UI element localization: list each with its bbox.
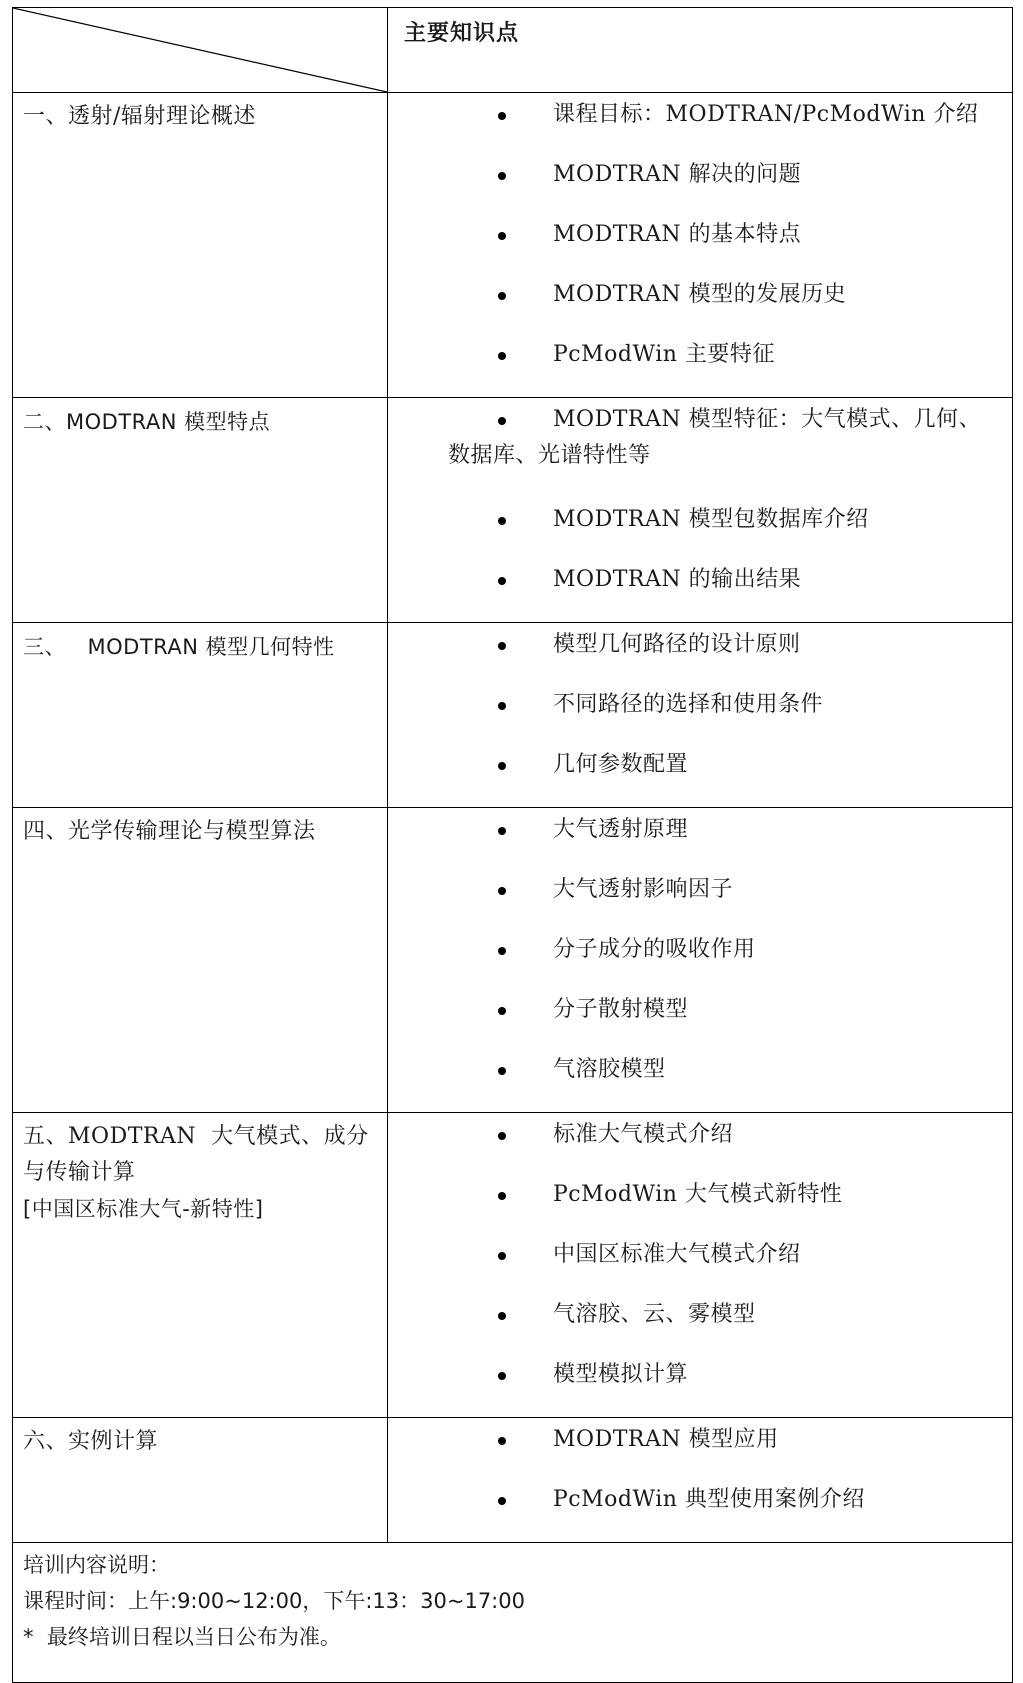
bullet-icon xyxy=(498,1497,506,1505)
section-points-1 xyxy=(388,93,1012,397)
section-topic-5-subtitle: [中国区标准大气-新特性] xyxy=(23,1197,264,1221)
bullet-icon xyxy=(498,702,506,710)
section-points-6 xyxy=(388,1418,1012,1542)
list-item: 模型几何路径的设计原则 xyxy=(388,627,1012,687)
list-item: MODTRAN 模型包数据库介绍 xyxy=(388,502,1012,562)
bullet-icon xyxy=(498,887,506,895)
bullet-icon xyxy=(498,517,506,525)
list-item: 大气透射影响因子 xyxy=(388,872,1012,932)
list-item: MODTRAN 模型应用 xyxy=(388,1422,1012,1482)
list-item: PcModWin 大气模式新特性 xyxy=(388,1177,1012,1237)
bullet-icon xyxy=(498,762,506,770)
list-item: MODTRAN 解决的问题 xyxy=(388,157,1012,217)
section-points-5 xyxy=(388,1113,1012,1417)
section-row-4 xyxy=(13,808,1013,1113)
list-item: MODTRAN 模型特征：大气模式、几何、 数据库、光谱特性等 xyxy=(448,407,982,468)
diagonal-line xyxy=(13,8,387,92)
bullet-icon xyxy=(498,1007,506,1015)
list-item: 几何参数配置 xyxy=(388,747,1012,807)
bullet-icon xyxy=(498,352,506,360)
diagonal-header-cell xyxy=(13,8,388,93)
header-row xyxy=(13,8,1013,93)
list-item: 气溶胶、云、雾模型 xyxy=(388,1297,1012,1357)
list-item: 分子成分的吸收作用 xyxy=(388,932,1012,992)
bullet-icon xyxy=(498,1067,506,1075)
bullet-icon xyxy=(498,827,506,835)
bullet-icon xyxy=(498,1192,506,1200)
notes-schedule: 课程时间：上午:9:00~12:00，下午:13：30~17:00 xyxy=(23,1589,525,1613)
notes-disclaimer: * 最终培训日程以当日公布为准。 xyxy=(23,1625,341,1649)
list-item: MODTRAN 模型的发展历史 xyxy=(388,277,1012,337)
bullet-icon xyxy=(498,1252,506,1260)
section-topic-4: 四、光学传输理论与模型算法 xyxy=(13,808,388,1113)
list-item: 中国区标准大气模式介绍 xyxy=(388,1237,1012,1297)
bullet-icon xyxy=(498,947,506,955)
list-item: 课程目标：MODTRAN/PcModWin 介绍 xyxy=(388,97,1012,157)
section-topic-3: 三、 MODTRAN 模型几何特性 xyxy=(13,623,388,808)
section-points-4 xyxy=(388,808,1012,1112)
list-item: 气溶胶模型 xyxy=(388,1052,1012,1112)
bullet-icon xyxy=(498,1312,506,1320)
section-row-6 xyxy=(13,1418,1013,1543)
section-points-cell-3 xyxy=(388,623,1013,808)
section-row-1 xyxy=(13,93,1013,398)
section-topic-6: 六、实例计算 xyxy=(13,1418,388,1543)
bullet-icon xyxy=(498,417,506,425)
bullet-icon xyxy=(498,1132,506,1140)
list-item: MODTRAN 的输出结果 xyxy=(388,562,1012,622)
notes-heading: 培训内容说明： xyxy=(23,1553,170,1577)
section-row-5 xyxy=(13,1113,1013,1418)
list-item: 大气透射原理 xyxy=(388,812,1012,872)
section-points-2 xyxy=(388,398,1012,622)
bullet-icon xyxy=(498,1437,506,1445)
section-topic-5 xyxy=(13,1113,388,1418)
list-item: 模型模拟计算 xyxy=(388,1357,1012,1417)
header-title: 主要知识点 xyxy=(388,8,1013,93)
section-points-3 xyxy=(388,623,1012,807)
bullet-icon xyxy=(498,112,506,120)
section-row-2 xyxy=(13,398,1013,623)
section-points-cell-5 xyxy=(388,1113,1013,1418)
bullet-icon xyxy=(498,172,506,180)
list-item: 分子散射模型 xyxy=(388,992,1012,1052)
section-points-cell-4 xyxy=(388,808,1013,1113)
section-points-cell-6 xyxy=(388,1418,1013,1543)
list-item: PcModWin 典型使用案例介绍 xyxy=(388,1482,1012,1542)
section-row-3 xyxy=(13,623,1013,808)
notes-cell xyxy=(13,1543,1013,1683)
section-topic-5-title: 五、MODTRAN 大气模式、成分与传输计算 xyxy=(23,1124,369,1185)
bullet-icon xyxy=(498,292,506,300)
section-topic-2: 二、MODTRAN 模型特点 xyxy=(13,398,388,623)
section-points-cell-1 xyxy=(388,93,1013,398)
section-topic-1: 一、透射/辐射理论概述 xyxy=(13,93,388,398)
list-item: 标准大气模式介绍 xyxy=(388,1117,1012,1177)
bullet-icon xyxy=(498,232,506,240)
notes-row xyxy=(13,1543,1013,1683)
bullet-icon xyxy=(498,1372,506,1380)
list-item: PcModWin 主要特征 xyxy=(388,337,1012,397)
section-points-cell-2 xyxy=(388,398,1013,623)
list-item: 不同路径的选择和使用条件 xyxy=(388,687,1012,747)
bullet-icon xyxy=(498,577,506,585)
list-item: MODTRAN 的基本特点 xyxy=(388,217,1012,277)
course-outline-table xyxy=(12,7,1013,1683)
bullet-icon xyxy=(498,642,506,650)
